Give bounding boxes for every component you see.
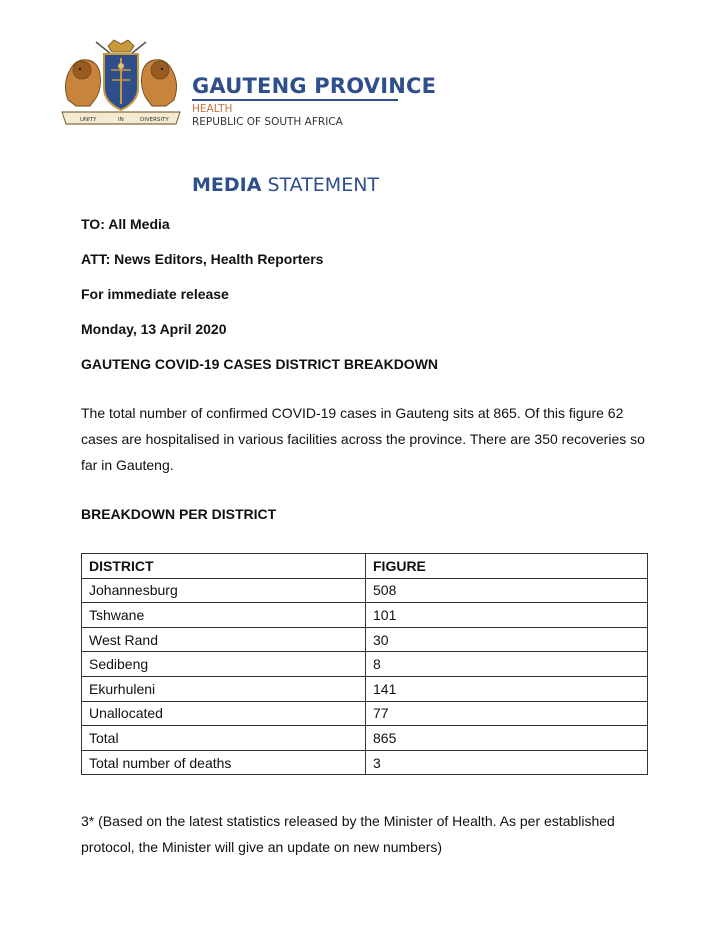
media-statement-heading xyxy=(192,174,379,196)
crest-motto-mid: IN xyxy=(118,117,124,123)
figure-cell: 30 xyxy=(366,627,648,652)
figure-cell: 77 xyxy=(366,701,648,726)
district-cell: Total number of deaths xyxy=(82,750,366,775)
to-line: TO: All Media xyxy=(81,216,170,232)
figure-cell: 141 xyxy=(366,676,648,701)
figure-column-header: FIGURE xyxy=(366,554,648,579)
district-cell: Unallocated xyxy=(82,701,366,726)
table-row xyxy=(82,578,648,603)
coat-of-arms-icon xyxy=(56,36,186,128)
district-column-header: DISTRICT xyxy=(82,554,366,579)
figure-cell: 8 xyxy=(366,652,648,677)
department-name: HEALTH xyxy=(192,103,233,115)
district-cell: Johannesburg xyxy=(82,578,366,603)
organisation-name: GAUTENG PROVINCE xyxy=(192,74,437,98)
organisation-block xyxy=(192,74,436,129)
table-row xyxy=(82,726,648,751)
breakdown-title: BREAKDOWN PER DISTRICT xyxy=(81,506,277,522)
intro-paragraph: The total number of confirmed COVID-19 cases in Gauteng sits at 865. Of this figure 62 cases are hospitalised in various facilities across the province. There are 350 recoveries so far in Gauteng. xyxy=(81,405,645,473)
table-row xyxy=(82,603,648,628)
figure-cell: 3 xyxy=(366,750,648,775)
district-cell: Total xyxy=(82,726,366,751)
heading-light: STATEMENT xyxy=(261,174,380,196)
table-row xyxy=(82,676,648,701)
district-cell: Sedibeng xyxy=(82,652,366,677)
district-table xyxy=(81,553,648,775)
crest-motto-right: DIVERSITY xyxy=(140,117,169,123)
crest-motto-left: UNITY xyxy=(80,117,97,123)
table-row xyxy=(82,652,648,677)
figure-cell: 865 xyxy=(366,726,648,751)
date-line: Monday, 13 April 2020 xyxy=(81,321,227,337)
footnote-paragraph: 3* (Based on the latest statistics released by the Minister of Health. As per established protocol, the Minister will give an update on new numbers) xyxy=(81,813,615,855)
organisation-rule xyxy=(192,99,398,101)
release-line: For immediate release xyxy=(81,286,229,302)
country-name: REPUBLIC OF SOUTH AFRICA xyxy=(192,116,343,128)
statement-title: GAUTENG COVID-19 CASES DISTRICT BREAKDOWN xyxy=(81,356,439,372)
figure-cell: 508 xyxy=(366,578,648,603)
table-row xyxy=(82,627,648,652)
heading-strong: MEDIA xyxy=(192,174,262,196)
district-cell: West Rand xyxy=(82,627,366,652)
table-row xyxy=(82,701,648,726)
table-header-row xyxy=(82,554,648,579)
figure-cell: 101 xyxy=(366,603,648,628)
table-row xyxy=(82,750,648,775)
district-cell: Tshwane xyxy=(82,603,366,628)
district-cell: Ekurhuleni xyxy=(82,676,366,701)
att-line: ATT: News Editors, Health Reporters xyxy=(81,251,324,267)
